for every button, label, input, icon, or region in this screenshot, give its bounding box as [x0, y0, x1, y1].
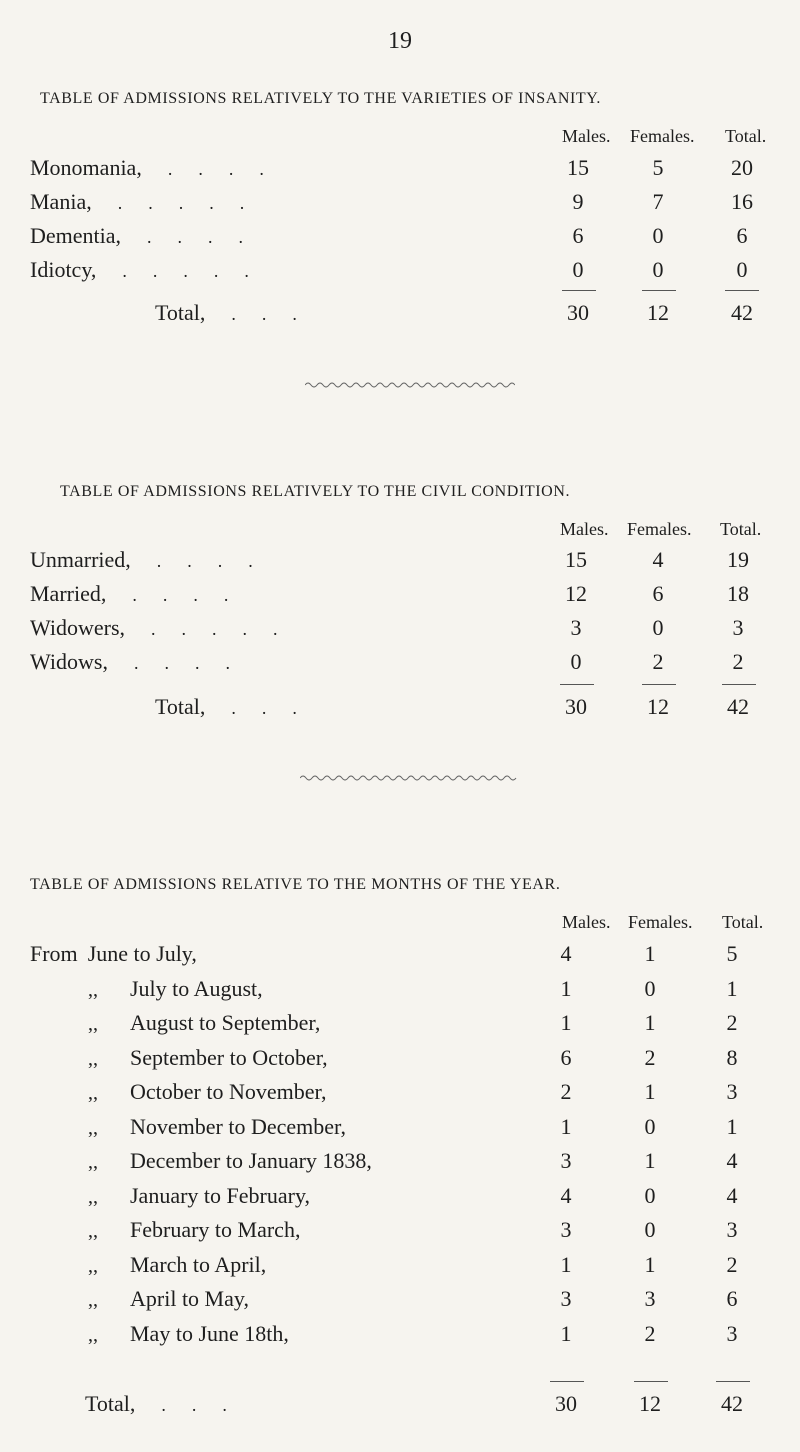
- cell-males: 6: [572, 223, 584, 248]
- total-rule-females: [642, 684, 676, 685]
- cell-total: 0: [736, 257, 748, 282]
- cell-females: 2: [644, 1044, 656, 1070]
- ditto-mark: ,,: [88, 1151, 98, 1173]
- cell-females: 7: [652, 189, 664, 214]
- cell-total: 3: [726, 1217, 738, 1242]
- cell-males: 6: [560, 1044, 572, 1070]
- cell-females: 0: [644, 1182, 656, 1208]
- cell-females: 0: [644, 1113, 656, 1139]
- row-label: Monomania,: [30, 155, 142, 180]
- column-header-total: Total.: [722, 912, 764, 932]
- cell-males: 1: [560, 1320, 572, 1346]
- cell-females: 1: [644, 1079, 656, 1104]
- total-rule-total: [722, 684, 756, 685]
- cell-total: 3: [732, 615, 744, 640]
- ditto-mark: ,,: [88, 1254, 98, 1277]
- cell-total: 4: [726, 1182, 738, 1208]
- leader-dots: .....: [117, 193, 271, 213]
- table-caption: TABLE OF ADMISSIONS RELATIVELY TO THE CIVIL CONDITION.: [60, 483, 571, 500]
- cell-total: 1: [726, 975, 738, 1001]
- leader-dots: ...: [231, 304, 323, 324]
- total-rule-total: [716, 1381, 750, 1382]
- cell-total: 6: [736, 223, 748, 248]
- cell-males: 15: [565, 547, 587, 572]
- row-label: November to December,: [130, 1113, 346, 1139]
- cell-total: 2: [726, 1010, 738, 1035]
- cell-males: 1: [560, 1251, 572, 1277]
- cell-females: 1: [644, 941, 656, 966]
- total-rule-females: [642, 290, 676, 291]
- cell-males: 2: [560, 1079, 572, 1104]
- column-header-females: Females.: [628, 912, 693, 932]
- row-label: October to November,: [130, 1079, 327, 1104]
- cell-males: 9: [572, 189, 584, 214]
- row-label: Unmarried,: [30, 547, 131, 572]
- cell-total: 3: [726, 1320, 738, 1346]
- row-label: Married,: [30, 581, 107, 606]
- column-header-males: Males.: [562, 126, 611, 146]
- ditto-mark: ,,: [88, 1220, 98, 1242]
- leader-dots: ....: [156, 551, 279, 571]
- cell-males: 1: [560, 975, 572, 1001]
- cell-males: 15: [567, 155, 589, 180]
- cell-females: 1: [644, 1010, 656, 1035]
- row-label: July to August,: [130, 975, 263, 1001]
- cell-total: 42: [721, 1391, 743, 1416]
- ditto-mark: ,,: [88, 1013, 98, 1035]
- row-label: August to September,: [130, 1010, 321, 1035]
- row-label: February to March,: [130, 1217, 301, 1242]
- row-label: May to June 18th,: [130, 1320, 289, 1346]
- cell-females: 4: [652, 547, 664, 572]
- cell-total: 6: [726, 1286, 738, 1311]
- total-rule-males: [560, 684, 594, 685]
- total-rule-males: [562, 290, 596, 291]
- cell-females: 0: [644, 975, 656, 1001]
- total-rule-females: [634, 1381, 668, 1382]
- cell-females: 3: [644, 1286, 656, 1311]
- cell-females: 0: [644, 1217, 656, 1242]
- cell-total: 2: [726, 1251, 738, 1277]
- column-header-total: Total.: [720, 519, 762, 539]
- cell-females: 0: [652, 257, 664, 282]
- table-caption: TABLE OF ADMISSIONS RELATIVE TO THE MONTHS OF THE YEAR.: [30, 876, 561, 893]
- cell-males: 3: [560, 1148, 572, 1173]
- ditto-mark: ,,: [88, 1047, 98, 1070]
- cell-males: 30: [567, 300, 589, 325]
- cell-males: 1: [560, 1113, 572, 1139]
- leader-dots: ...: [161, 1395, 253, 1415]
- cell-females: 1: [644, 1148, 656, 1173]
- cell-total: 20: [731, 155, 753, 180]
- ditto-mark: ,,: [88, 1289, 98, 1311]
- page-number: 19: [388, 28, 412, 54]
- cell-total: 19: [727, 547, 749, 572]
- cell-total: 4: [726, 1148, 738, 1173]
- cell-females: 12: [639, 1391, 661, 1416]
- cell-total: 3: [726, 1079, 738, 1104]
- leader-dots: ....: [167, 159, 290, 179]
- column-header-females: Females.: [630, 126, 695, 146]
- cell-total: 16: [731, 189, 753, 214]
- cell-total: 2: [732, 649, 744, 674]
- cell-females: 1: [644, 1251, 656, 1277]
- row-label: March to April,: [130, 1251, 267, 1277]
- cell-total: 1: [726, 1113, 738, 1139]
- column-header-total: Total.: [725, 126, 767, 146]
- row-label: April to May,: [130, 1286, 249, 1311]
- total-label: Total,: [85, 1391, 136, 1416]
- ditto-mark: ,,: [88, 978, 98, 1001]
- row-label: Widowers,: [30, 615, 126, 640]
- total-label: Total,: [155, 300, 206, 325]
- cell-males: 30: [555, 1391, 577, 1416]
- row-label: Mania,: [30, 189, 92, 214]
- total-rule-total: [725, 290, 759, 291]
- column-header-females: Females.: [627, 519, 692, 539]
- row-label: January to February,: [130, 1182, 311, 1208]
- cell-females: 0: [652, 615, 664, 640]
- table-caption: TABLE OF ADMISSIONS RELATIVELY TO THE VARIETIES OF INSANITY.: [40, 90, 601, 107]
- cell-total: 8: [726, 1044, 738, 1070]
- cell-males: 0: [570, 649, 582, 674]
- cell-males: 3: [560, 1217, 572, 1242]
- row-label: Widows,: [30, 649, 108, 674]
- leader-dots: ....: [133, 653, 256, 673]
- cell-females: 0: [652, 223, 664, 248]
- ditto-mark: ,,: [88, 1323, 98, 1346]
- ornamental-divider: [300, 773, 520, 783]
- cell-total: 5: [726, 941, 738, 966]
- total-label: Total,: [155, 694, 206, 719]
- cell-males: 0: [572, 257, 584, 282]
- cell-males: 4: [560, 1182, 572, 1208]
- cell-total: 42: [731, 300, 753, 325]
- cell-males: 30: [565, 694, 587, 719]
- cell-females: 6: [652, 581, 664, 606]
- cell-total: 42: [727, 694, 749, 719]
- row-prefix: From: [30, 941, 78, 966]
- leader-dots: ....: [147, 227, 270, 247]
- cell-females: 2: [644, 1320, 656, 1346]
- row-label: Idiotcy,: [30, 257, 97, 282]
- cell-males: 3: [560, 1286, 572, 1311]
- cell-males: 3: [570, 615, 582, 640]
- leader-dots: .....: [122, 261, 275, 281]
- ditto-mark: ,,: [88, 1185, 98, 1208]
- leader-dots: ....: [132, 585, 255, 605]
- ditto-mark: ,,: [88, 1082, 98, 1104]
- cell-males: 1: [560, 1010, 572, 1035]
- cell-males: 12: [565, 581, 587, 606]
- cell-males: 4: [560, 941, 572, 966]
- ornamental-divider: [305, 380, 515, 390]
- cell-females: 12: [647, 300, 669, 325]
- cell-females: 5: [652, 155, 664, 180]
- row-label: Dementia,: [30, 223, 122, 248]
- cell-total: 18: [727, 581, 749, 606]
- column-header-males: Males.: [560, 519, 609, 539]
- cell-females: 12: [647, 694, 669, 719]
- cell-females: 2: [652, 649, 664, 674]
- ditto-mark: ,,: [88, 1116, 98, 1139]
- total-rule-males: [550, 1381, 584, 1382]
- row-label: June to July,: [87, 941, 197, 966]
- row-label: December to January 1838,: [130, 1148, 372, 1173]
- leader-dots: ...: [231, 698, 323, 718]
- column-header-males: Males.: [562, 912, 611, 932]
- row-label: September to October,: [130, 1044, 328, 1070]
- leader-dots: .....: [151, 619, 304, 639]
